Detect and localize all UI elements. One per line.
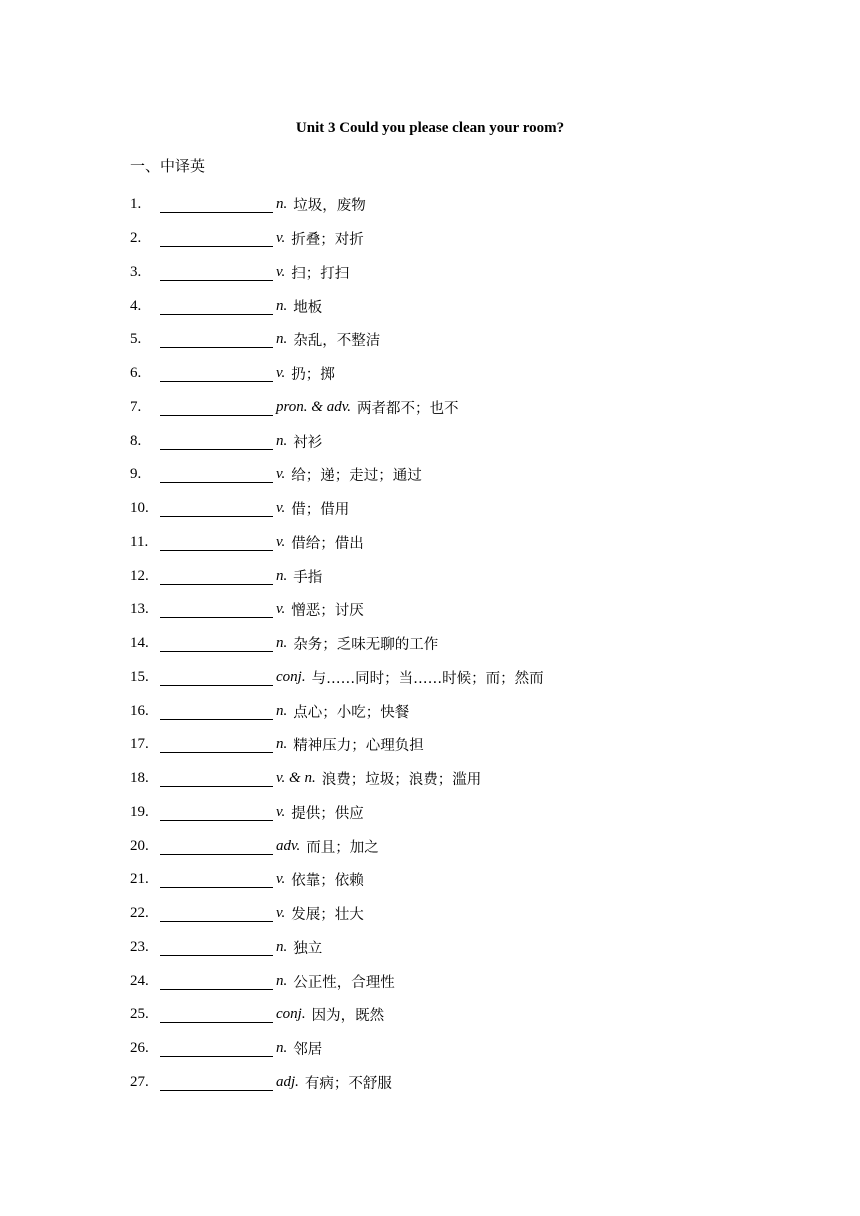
chinese-meaning: 与……同时；当……时候；而；然而 <box>311 670 544 687</box>
item-number: 25. <box>130 1006 149 1023</box>
answer-blank[interactable] <box>160 230 273 247</box>
part-of-speech: n. <box>276 972 288 989</box>
vocab-item <box>130 289 544 323</box>
answer-blank[interactable] <box>160 264 273 281</box>
chinese-meaning: 提供；供应 <box>291 805 364 822</box>
item-number: 22. <box>130 905 149 922</box>
vocab-item <box>130 661 544 695</box>
item-number: 18. <box>130 770 149 787</box>
item-number: 13. <box>130 601 149 618</box>
vocab-item <box>130 188 544 222</box>
vocab-item <box>130 627 544 661</box>
chinese-meaning: 精神压力；心理负担 <box>293 738 424 755</box>
vocab-item <box>130 728 544 762</box>
answer-blank[interactable] <box>160 635 273 652</box>
chinese-meaning: 因为，既然 <box>311 1008 385 1025</box>
vocab-item <box>130 526 544 560</box>
part-of-speech: v. <box>276 905 286 922</box>
answer-blank[interactable] <box>160 365 273 382</box>
chinese-meaning: 地板 <box>293 299 323 316</box>
part-of-speech: v. <box>276 230 286 247</box>
chinese-meaning: 而且；加之 <box>306 839 379 856</box>
part-of-speech: n. <box>276 432 288 449</box>
item-number: 15. <box>130 668 149 685</box>
answer-blank[interactable] <box>160 500 273 517</box>
answer-blank[interactable] <box>160 703 273 720</box>
item-number: 20. <box>130 837 149 854</box>
item-number: 23. <box>130 938 149 955</box>
part-of-speech: n. <box>276 938 288 955</box>
answer-blank[interactable] <box>160 568 273 585</box>
vocab-item <box>130 1032 544 1066</box>
vocab-item <box>130 829 544 863</box>
item-number: 7. <box>130 398 142 415</box>
part-of-speech: v. <box>276 466 286 483</box>
chinese-meaning: 折叠；对折 <box>291 232 364 249</box>
answer-blank[interactable] <box>160 196 273 213</box>
vocab-list <box>130 188 544 1099</box>
vocab-item <box>130 931 544 965</box>
part-of-speech: v. <box>276 601 286 618</box>
answer-blank[interactable] <box>160 736 273 753</box>
vocab-item <box>130 323 544 357</box>
chinese-meaning: 发展；壮大 <box>291 907 364 924</box>
answer-blank[interactable] <box>160 399 273 416</box>
answer-blank[interactable] <box>160 973 273 990</box>
vocab-item <box>130 897 544 931</box>
vocab-item <box>130 357 544 391</box>
answer-blank[interactable] <box>160 939 273 956</box>
chinese-meaning: 手指 <box>293 569 323 586</box>
part-of-speech: conj. <box>276 1006 306 1023</box>
item-number: 16. <box>130 702 149 719</box>
chinese-meaning: 公正性，合理性 <box>293 974 395 991</box>
chinese-meaning: 借给；借出 <box>291 535 364 552</box>
part-of-speech: n. <box>276 196 288 213</box>
part-of-speech: v. <box>276 263 286 280</box>
vocab-item <box>130 492 544 526</box>
part-of-speech: pron. & adv. <box>276 398 351 415</box>
part-of-speech: adv. <box>276 837 301 854</box>
item-number: 2. <box>130 230 142 247</box>
chinese-meaning: 憎恶；讨厌 <box>291 603 364 620</box>
vocab-item <box>130 1066 544 1100</box>
answer-blank[interactable] <box>160 298 273 315</box>
answer-blank[interactable] <box>160 331 273 348</box>
part-of-speech: n. <box>276 297 288 314</box>
chinese-meaning: 垃圾，废物 <box>293 198 366 215</box>
item-number: 26. <box>130 1040 149 1057</box>
item-number: 6. <box>130 365 142 382</box>
item-number: 3. <box>130 263 142 280</box>
vocab-item <box>130 694 544 728</box>
part-of-speech: n. <box>276 736 288 753</box>
vocab-item <box>130 458 544 492</box>
item-number: 17. <box>130 736 149 753</box>
chinese-meaning: 邻居 <box>293 1042 323 1059</box>
item-number: 12. <box>130 567 149 584</box>
vocab-item <box>130 762 544 796</box>
chinese-meaning: 杂务；乏味无聊的工作 <box>293 637 439 654</box>
part-of-speech: v. <box>276 803 286 820</box>
answer-blank[interactable] <box>160 1074 273 1091</box>
part-of-speech: v. <box>276 533 286 550</box>
item-number: 27. <box>130 1073 149 1090</box>
vocab-item <box>130 998 544 1032</box>
chinese-meaning: 给；递；走过；通过 <box>291 468 422 485</box>
answer-blank[interactable] <box>160 905 273 922</box>
item-number: 21. <box>130 871 149 888</box>
part-of-speech: conj. <box>276 668 306 685</box>
item-number: 5. <box>130 331 142 348</box>
answer-blank[interactable] <box>160 601 273 618</box>
part-of-speech: adj. <box>276 1073 299 1090</box>
part-of-speech: v. <box>276 365 286 382</box>
item-number: 10. <box>130 500 149 517</box>
answer-blank[interactable] <box>160 871 273 888</box>
item-number: 1. <box>130 196 142 213</box>
vocab-item <box>130 256 544 290</box>
part-of-speech: n. <box>276 702 288 719</box>
vocab-item <box>130 424 544 458</box>
item-number: 24. <box>130 972 149 989</box>
part-of-speech: n. <box>276 635 288 652</box>
answer-blank[interactable] <box>160 433 273 450</box>
section-heading: 一、中译英 <box>130 157 206 175</box>
chinese-meaning: 有病；不舒服 <box>304 1075 392 1092</box>
answer-blank[interactable] <box>160 1040 273 1057</box>
part-of-speech: v. <box>276 871 286 888</box>
item-number: 9. <box>130 466 142 483</box>
vocab-item <box>130 593 544 627</box>
item-number: 8. <box>130 432 142 449</box>
answer-blank[interactable] <box>160 534 273 551</box>
answer-blank[interactable] <box>160 1006 273 1023</box>
part-of-speech: v. <box>276 500 286 517</box>
page-title: Unit 3 Could you please clean your room? <box>295 120 565 136</box>
chinese-meaning: 依靠；依赖 <box>291 873 364 890</box>
vocab-item <box>130 559 544 593</box>
chinese-meaning: 衬衫 <box>293 434 323 451</box>
part-of-speech: n. <box>276 331 288 348</box>
answer-blank[interactable] <box>160 770 273 787</box>
vocab-item <box>130 964 544 998</box>
part-of-speech: v. & n. <box>276 770 316 787</box>
vocab-item <box>130 863 544 897</box>
part-of-speech: n. <box>276 1040 288 1057</box>
chinese-meaning: 点心；小吃；快餐 <box>293 704 410 721</box>
vocab-item <box>130 222 544 256</box>
chinese-meaning: 两者都不；也不 <box>357 400 459 417</box>
item-number: 4. <box>130 297 142 314</box>
part-of-speech: n. <box>276 567 288 584</box>
chinese-meaning: 借；借用 <box>291 502 350 519</box>
answer-blank[interactable] <box>160 466 273 483</box>
chinese-meaning: 浪费；垃圾；浪费；滥用 <box>321 772 482 789</box>
answer-blank[interactable] <box>160 804 273 821</box>
chinese-meaning: 扫；打扫 <box>291 265 350 282</box>
item-number: 19. <box>130 803 149 820</box>
answer-blank[interactable] <box>160 838 273 855</box>
item-number: 14. <box>130 635 149 652</box>
vocab-item <box>130 391 544 425</box>
chinese-meaning: 扔；掷 <box>291 367 335 384</box>
item-number: 11. <box>130 533 149 550</box>
answer-blank[interactable] <box>160 669 273 686</box>
vocab-item <box>130 796 544 830</box>
chinese-meaning: 独立 <box>293 940 323 957</box>
chinese-meaning: 杂乱，不整洁 <box>293 333 381 350</box>
